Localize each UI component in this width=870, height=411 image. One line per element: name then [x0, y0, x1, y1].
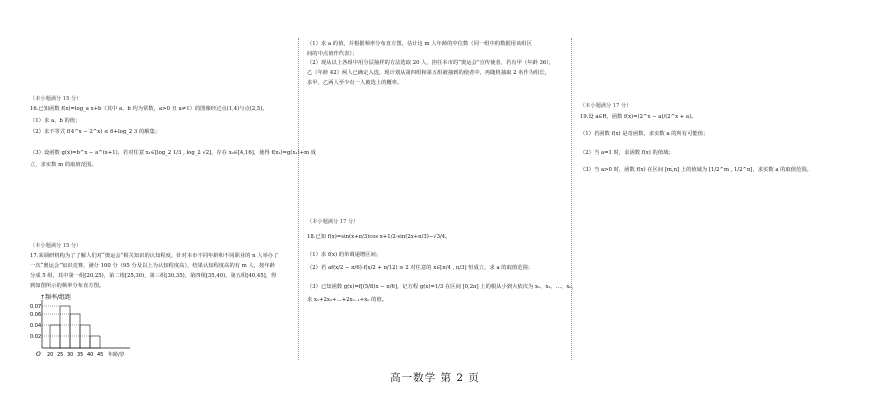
hist-ytick: 0.02 [30, 334, 42, 340]
q17-part1: （1）求 a 的值，并根据频率分布直方图，估计这 m 人年龄的中位数（同一组中的数据用该组区 [307, 41, 532, 47]
column-divider-right [571, 38, 572, 360]
hist-xtick: 35 [77, 352, 84, 358]
q17-line3: 分成 5 组，其中第一组[20,25)，第二组[25,30)，第三组[30,35)，第四组[35,40)，第五组[40,45]，得 [30, 273, 277, 279]
column-divider-left [298, 38, 299, 360]
q18-score-header: （本小题满分 17 分） [307, 219, 359, 225]
hist-xlabel: 年龄/岁 [108, 352, 125, 358]
q16-part2: （2）求不等式 f(4^x − 2^x) ≤ 6+log_2 3 的解集； [30, 129, 161, 135]
hist-bar [80, 325, 90, 348]
hist-xtick: 25 [57, 352, 64, 358]
hist-ytick: 0.06 [30, 312, 42, 318]
page-footer: 高一数学 第 2 页 [390, 372, 480, 384]
q17-line2: 一次“奥运会”知识竞赛，满分 100 分（95 分及以上为认知程度高），结果认知程度高的有 m 人，按年龄 [30, 263, 275, 269]
hist-bar [60, 306, 70, 348]
q17-line4: 到如图所示的频率分布直方图。 [30, 283, 105, 289]
q17-part2: （2）现从以上各组中用分层抽样的方法选取 20 人，担任本市的“奥运会”宣传使者，若有甲（年龄 36）， [307, 60, 555, 66]
hist-bar [90, 336, 100, 348]
q17-part2-cont: 乙（年龄 42）两人已确定入选，现计划从第四组和第五组被抽到的使者中，再随机抽取 2 名作为组长， [307, 70, 550, 76]
q19-stem: 19.设 a∈R，函数 f(x)=(2^x − a)/(2^x + a)。 [580, 114, 697, 120]
q17-score-header: （本小题满分 15 分） [30, 243, 82, 249]
q19-score-header: （本小题满分 17 分） [580, 103, 632, 109]
q19-part3: （3）当 a>0 时，函数 f(x) 在区间 [m,n] 上的值域为 [1/2^m , 1/2^n]，求实数 a 的取值范围。 [580, 167, 812, 173]
hist-xtick: 45 [97, 352, 104, 358]
hist-ytick: 0.04 [30, 323, 42, 329]
hist-bar [70, 314, 80, 348]
q16-stem: 16.已知函数 f(x)=log_a x+b（其中 a、b 均为常数，a>0 且 a≠1）的图像经过点(1,4)与点(2,5)。 [30, 106, 268, 112]
frequency-histogram [30, 292, 150, 358]
q16-part1: （1）求 a、b 的值； [30, 118, 81, 124]
q19-part1: （1）若函数 f(x) 是奇函数，求实数 a 的所有可能值； [580, 131, 709, 137]
q16-score-header: （本小题满分 15 分） [30, 96, 82, 102]
q17-part1-cont: 间的中点值作代表）； [307, 51, 358, 57]
q18-part3: （3）已知函数 g(x)=f[(5/8)x − π/6]，记方程 g(x)=1/3 在区间 [0,2π] 上的根从小到大依次为 x₁、x₂、…、xₙ， [307, 284, 577, 290]
q18-part1: （1）求 f(x) 的单调递增区间； [307, 252, 382, 258]
q16-part3: （3）设函数 g(x)=b^x − a^(x+1)，若对任意 x₁∈[log_2 1/3 , log_2 √2]，存在 x₂∈[4,16]，使得 f(x₂)=g(x₁)+m 成 [30, 150, 317, 156]
hist-ytick: 0.07 [30, 304, 42, 310]
q18-part3-cont: 求 x₁+2x₂+…+2xₙ₋₁+xₙ 的值。 [307, 297, 388, 303]
hist-origin: O [36, 351, 41, 358]
hist-xtick: 30 [67, 352, 74, 358]
q17-part2-end: 求甲、乙两人至少有一人被选上的概率。 [307, 80, 403, 86]
hist-xtick: 40 [87, 352, 94, 358]
q18-part2: （2）若 af(x/2 − π/6)·f(x/2 + π/12) ≥ 2 对任意的 x∈[π/4 , π/3] 恒成立，求 a 的取值范围； [307, 265, 534, 271]
q18-stem: 18.已知 f(x)=sin(x+π/3)cos x+1/2·sin(2x+π/3)−√3/4。 [307, 234, 451, 240]
hist-xtick: 20 [47, 352, 54, 358]
q16-part3-cont: 立，求实数 m 的取值范围。 [30, 162, 97, 168]
q17-line1: 17.某调研机构为了了解人们对“奥运会”相关知识的认知程度，针对本市不同年龄和不同职业的 n 人举办了 [30, 253, 279, 259]
hist-bar [50, 325, 60, 348]
hist-ylabel: ↑频率/组距 [40, 294, 72, 301]
q19-part2: （2）当 a=1 时，求函数 f(x) 的值域； [580, 150, 674, 156]
